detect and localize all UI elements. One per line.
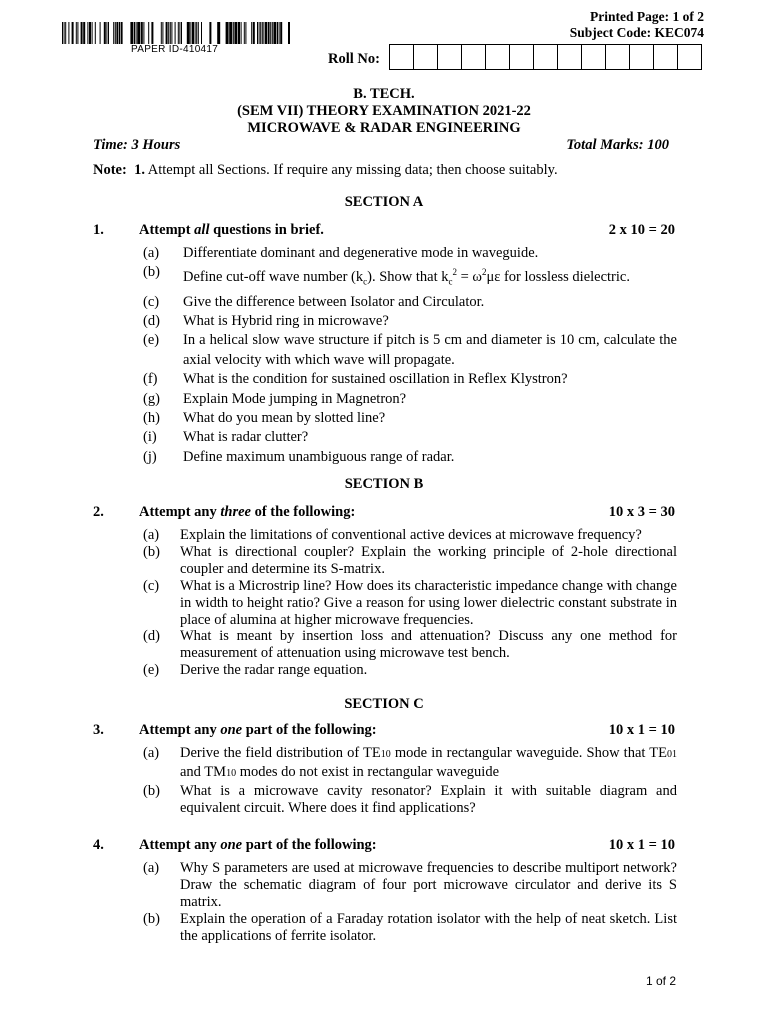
item-label: (e) <box>143 332 160 349</box>
item-label: (b) <box>143 910 160 927</box>
barcode-bar <box>121 22 123 44</box>
item-label: (e) <box>143 662 160 679</box>
section-b-title: SECTION B <box>344 476 424 492</box>
barcode-bar <box>257 22 258 44</box>
barcode-bar <box>238 22 240 44</box>
barcode-bar <box>260 22 261 44</box>
item-label: (b) <box>143 782 160 799</box>
section-c-title: SECTION C <box>344 696 424 712</box>
list-item <box>143 428 677 447</box>
barcode-bar <box>190 22 191 44</box>
roll-no-box[interactable] <box>485 44 510 70</box>
exam-note <box>93 162 558 179</box>
barcode-bar <box>161 22 162 44</box>
page-footer: 1 of 2 <box>645 974 676 988</box>
item-text: Explain the limitations of conventional active devices at microwave frequency? <box>180 527 642 543</box>
barcode-bar <box>119 22 120 44</box>
barcode-bar <box>130 22 133 44</box>
barcode-bar <box>89 22 91 44</box>
barcode-bar <box>277 22 278 44</box>
item-label: (b) <box>143 264 160 281</box>
roll-no-box[interactable] <box>605 44 630 70</box>
barcode-bar <box>201 22 202 44</box>
item-text: Define cut-off wave number $(k_c)$. Show that $k_c^2 = \omega^2\mu\varepsilon$ for lossless dielectric. <box>183 267 630 288</box>
barcode-bar <box>179 22 180 44</box>
barcode-bar <box>136 22 137 44</box>
question-number: 4. <box>93 837 104 853</box>
list-item <box>143 578 677 629</box>
item-label: (a) <box>143 860 160 876</box>
list-item <box>143 662 677 679</box>
subject-title: MICROWAVE & RADAR ENGINEERING <box>247 120 521 136</box>
barcode-bar <box>62 22 63 44</box>
item-text: What is a microwave cavity resonator? Explain it with suitable diagram and equivalent circuit. Where does it find applications? <box>180 782 677 816</box>
item-text: What do you mean by slotted line? <box>183 409 386 426</box>
barcode-bar <box>209 22 211 44</box>
degree-title: B. TECH. <box>353 86 415 102</box>
item-text: What is the condition for sustained oscillation in Reflex Klystron? <box>183 371 568 388</box>
barcode-bar <box>77 22 78 44</box>
list-item <box>143 860 677 911</box>
item-text: Differentiate dominant and degenerative mode in waveguide. <box>183 245 539 261</box>
barcode-bar <box>116 22 118 44</box>
section-a-title: SECTION A <box>344 194 424 210</box>
item-label: (g) <box>143 390 160 407</box>
list-item <box>143 409 677 428</box>
roll-no-boxes <box>390 44 702 70</box>
barcode-bar <box>151 22 153 44</box>
item-text: Explain Mode jumping in Magnetron? <box>183 390 407 407</box>
barcode-bar <box>171 22 172 44</box>
barcode-bar <box>162 22 163 44</box>
barcode-bar <box>253 22 255 44</box>
question-number: 2. <box>93 504 104 520</box>
barcode-bar <box>81 22 83 44</box>
item-text: Explain the operation of a Faraday rotation isolator with the help of neat sketch. List the applications of ferrite isolator. <box>180 910 677 944</box>
item-label: (j) <box>143 448 157 465</box>
barcode-bar <box>268 22 270 44</box>
list-item <box>143 331 677 370</box>
item-text: In a helical slow wave structure if pitch is 5 cm and diameter is 10 cm, calculate the axial velocity with which wave will propagate. <box>183 332 677 368</box>
roll-no-box[interactable] <box>677 44 702 70</box>
barcode-bar <box>217 22 220 44</box>
item-label: (a) <box>143 527 160 543</box>
barcode-bar <box>166 22 168 44</box>
question-number: 1. <box>93 222 104 238</box>
list-item <box>143 527 677 544</box>
roll-no-box[interactable] <box>629 44 654 70</box>
paper-id: PAPER ID-410417 <box>131 44 219 55</box>
barcode-bar <box>108 22 109 44</box>
barcode-bar <box>263 22 264 44</box>
barcode-bar <box>148 22 149 44</box>
list-item <box>143 911 677 945</box>
barcode-bar <box>64 22 65 44</box>
list-item <box>143 263 677 292</box>
list-item <box>143 448 677 467</box>
barcode-bar <box>143 22 144 44</box>
barcode-bar <box>87 22 88 44</box>
item-text: Why S parameters are used at microwave frequencies to describe multiport network? Draw the schematic diagram of four port microwave circulator and derive its S matrix. <box>180 860 677 910</box>
list-item <box>143 293 677 312</box>
barcode-bar <box>175 22 176 44</box>
roll-no-box[interactable] <box>581 44 606 70</box>
question-marks: 2 x 10 = 20 <box>608 222 675 238</box>
barcode-bar <box>229 22 232 44</box>
barcode-bar <box>76 22 77 44</box>
printed-info <box>570 9 704 41</box>
item-label: (h) <box>143 409 160 426</box>
question-marks: 10 x 1 = 10 <box>608 837 675 853</box>
list-item <box>143 745 677 783</box>
barcode-bar <box>198 22 199 44</box>
barcode-bar <box>273 22 276 44</box>
question-instruction: Attempt any one part of the following: <box>139 837 377 853</box>
item-label: (a) <box>143 745 160 761</box>
barcode-bar <box>170 22 171 44</box>
barcode-bar <box>104 22 106 44</box>
item-label: (d) <box>143 312 160 329</box>
exam-time: Time: 3 Hours <box>93 137 181 153</box>
roll-no-box[interactable] <box>461 44 486 70</box>
barcode-bar <box>262 22 263 44</box>
roll-no-box[interactable] <box>437 44 462 70</box>
item-label: (b) <box>143 543 160 560</box>
item-text: Give the difference between Isolator and Circulator. <box>183 293 485 310</box>
barcode-bar <box>72 22 74 44</box>
list-item <box>143 390 677 409</box>
barcode-bar <box>280 22 282 44</box>
barcode-bar <box>245 22 246 44</box>
item-text: Define maximum unambiguous range of radar. <box>183 448 455 465</box>
item-label: (a) <box>143 245 160 261</box>
item-text: What is Hybrid ring in microwave? <box>183 312 389 329</box>
barcode-bar <box>168 22 169 44</box>
barcode-bar <box>68 22 69 44</box>
item-text: What is meant by insertion loss and attenuation? Discuss any one method for measurement of attenuation using microwave test bench. <box>180 628 677 662</box>
barcode-bar <box>241 22 242 44</box>
barcode-bar <box>181 22 182 44</box>
exam-title: (SEM VII) THEORY EXAMINATION 2021-22 <box>237 103 531 119</box>
list-item <box>143 312 677 331</box>
barcode-bar <box>65 22 66 44</box>
roll-no-box[interactable] <box>653 44 678 70</box>
question-instruction: Attempt any three of the following: <box>139 504 356 520</box>
item-label: (f) <box>143 371 158 388</box>
barcode-bar <box>192 22 194 44</box>
barcode-bar <box>233 22 234 44</box>
list-item <box>143 244 677 263</box>
barcode-bar <box>83 22 85 44</box>
barcode-bar <box>134 22 135 44</box>
list-item <box>143 628 677 662</box>
item-text: What is a Microstrip line? How does its characteristic impedance change with change in width to height ratio? Give a reason for using lower dielectric constant substrate in place of alumina at higher microwave frequencies. <box>180 577 677 628</box>
barcode-bar <box>100 22 101 44</box>
barcode-bar <box>259 22 260 44</box>
section-a-list <box>143 244 677 467</box>
item-text: Derive the field distribution of TE10 mode in rectangular waveguide. Show that TE01 and TM10 modes do not exist in rectangular waveguide <box>180 745 677 780</box>
question-instruction: Attempt all questions in brief. <box>139 222 324 238</box>
question-3-list <box>143 745 677 817</box>
subject-code: Subject Code: KEC074 <box>569 25 704 40</box>
question-4-list <box>143 860 677 945</box>
section-b-list <box>143 527 677 679</box>
barcode-bar <box>196 22 197 44</box>
barcode-bar <box>137 22 140 44</box>
barcode-bar <box>178 22 179 44</box>
barcode-bar <box>226 22 229 44</box>
item-label: (d) <box>143 628 160 645</box>
barcode-bar <box>92 22 93 44</box>
total-marks: Total Marks: 100 <box>566 137 669 153</box>
note-number: 1. <box>134 162 145 178</box>
roll-no-box[interactable] <box>389 44 414 70</box>
printed-page: Printed Page: 1 of 2 <box>590 9 704 24</box>
item-label: (c) <box>143 577 160 594</box>
question-marks: 10 x 3 = 30 <box>608 504 675 520</box>
barcode-bar <box>115 22 116 44</box>
barcode <box>62 22 290 44</box>
barcode-bar <box>106 22 107 44</box>
roll-no-box[interactable] <box>413 44 438 70</box>
note-text: Attempt all Sections. If require any missing data; then choose suitably. <box>144 162 558 178</box>
barcode-bar <box>272 22 273 44</box>
barcode-bar <box>270 22 271 44</box>
item-text: What is radar clutter? <box>183 429 309 446</box>
note-label: Note: <box>93 162 127 178</box>
list-item <box>143 370 677 389</box>
question-number: 3. <box>93 722 104 738</box>
item-label: (i) <box>143 429 157 446</box>
barcode-bar <box>234 22 237 44</box>
item-text: What is directional coupler? Explain the working principle of 2-hole directional coupler and determine its S-matrix. <box>180 543 677 577</box>
roll-no-box[interactable] <box>509 44 534 70</box>
barcode-bar <box>244 22 245 44</box>
barcode-bar <box>141 22 143 44</box>
barcode-bar <box>195 22 196 44</box>
question-marks: 10 x 1 = 10 <box>608 722 675 738</box>
roll-no-box[interactable] <box>557 44 582 70</box>
list-item <box>143 544 677 578</box>
barcode-bar <box>95 22 96 44</box>
barcode-bar <box>288 22 290 44</box>
question-instruction: Attempt any one part of the following: <box>139 722 377 738</box>
item-text: Derive the radar range equation. <box>180 662 368 679</box>
barcode-bar <box>265 22 267 44</box>
barcode-bar <box>187 22 190 44</box>
barcode-bar <box>113 22 114 44</box>
roll-no-box[interactable] <box>533 44 558 70</box>
roll-no-label: Roll No: <box>328 51 380 67</box>
item-label: (c) <box>143 293 160 310</box>
barcode-bar <box>251 22 252 44</box>
barcode-bar <box>279 22 280 44</box>
list-item <box>143 783 677 817</box>
